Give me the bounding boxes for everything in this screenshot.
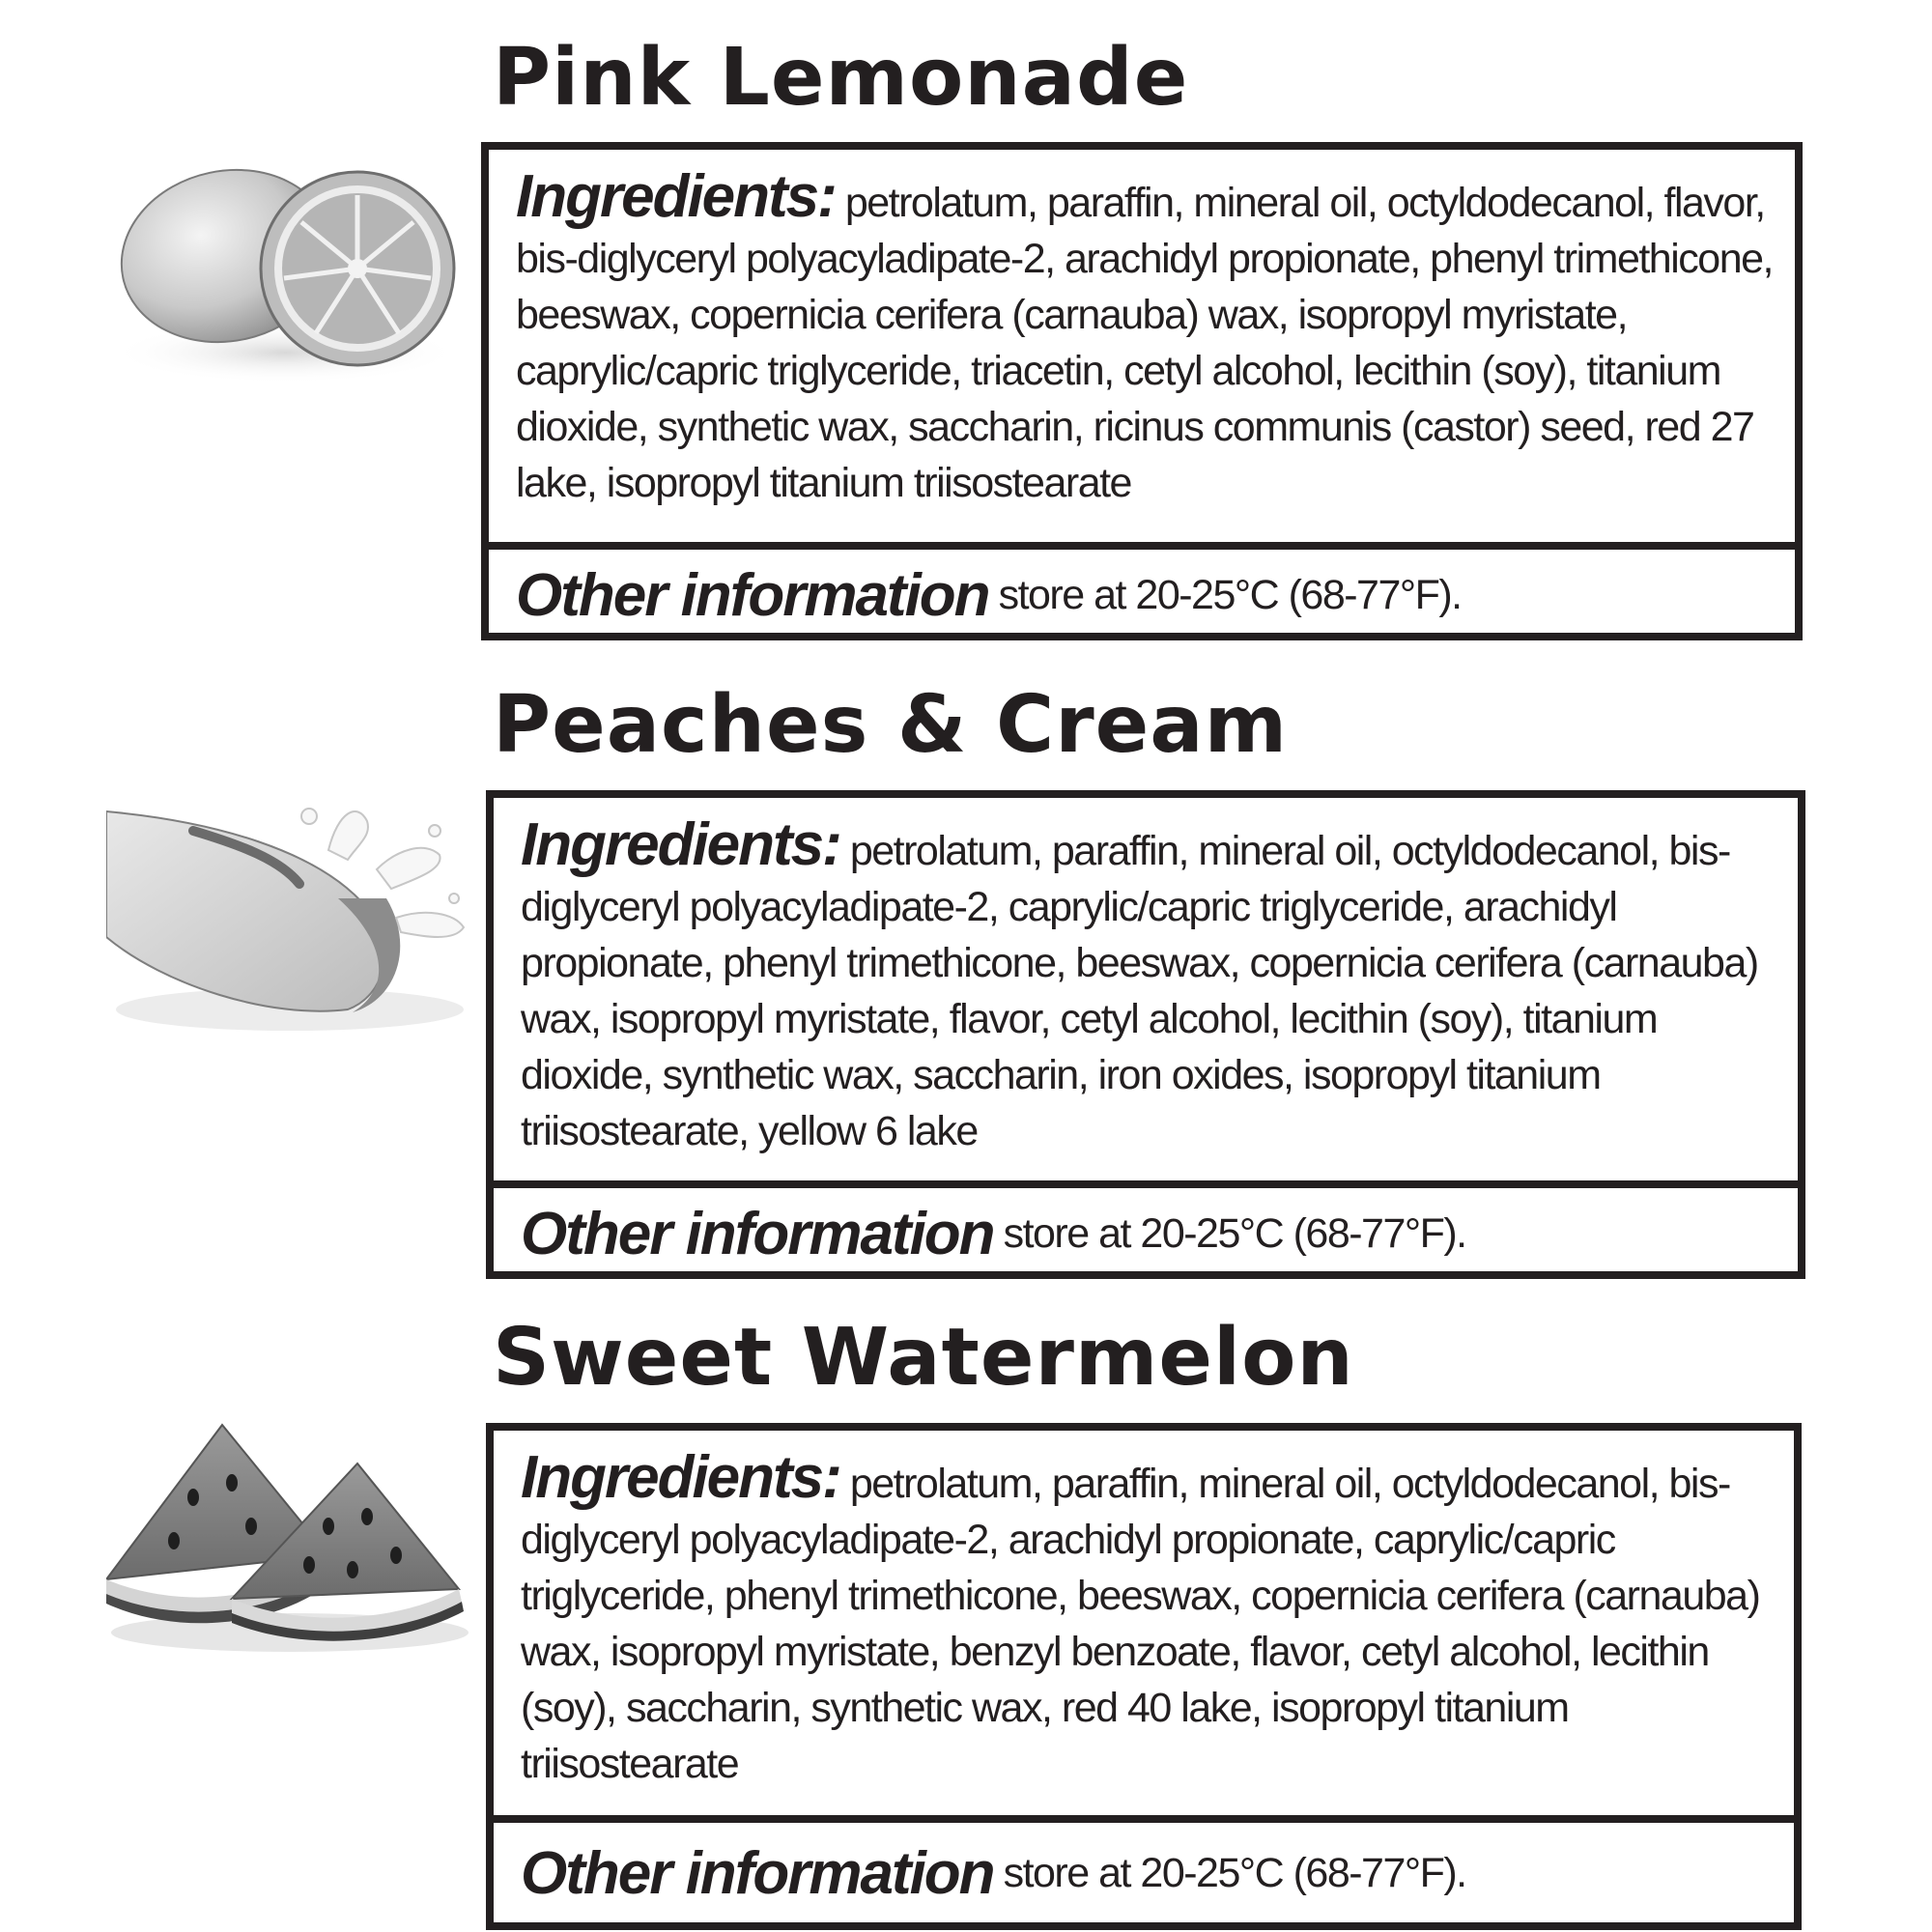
ingredients-section (489, 150, 1795, 550)
other-information-section (494, 1188, 1798, 1279)
other-information-heading: Other information (521, 1200, 994, 1267)
ingredients-heading: Ingredients: (516, 163, 836, 230)
flavor-title-sweet-watermelon: Sweet Watermelon (493, 1312, 1354, 1404)
other-information-text: store at 20-25°C (68-77°F). (998, 571, 1462, 618)
other-information-text: store at 20-25°C (68-77°F). (1003, 1850, 1466, 1896)
ingredients-section (494, 798, 1798, 1188)
peach-slice-icon (106, 792, 473, 1034)
flavor-title-pink-lemonade: Pink Lemonade (493, 32, 1189, 124)
other-information-heading: Other information (516, 561, 989, 629)
label-box-pink-lemonade (481, 142, 1803, 640)
other-information-section (489, 550, 1795, 640)
label-box-sweet-watermelon (486, 1423, 1802, 1930)
other-information-section (494, 1823, 1794, 1924)
lemon-icon (106, 145, 464, 386)
ingredients-heading: Ingredients: (521, 1444, 840, 1511)
watermelon-slices-icon (106, 1410, 473, 1652)
ingredients-text: petrolatum, paraffin, mineral oil, octyldodecanol, bis-diglyceryl polyacyladipate-2, caprylic/capric triglyceride, arachidyl propionate, phenyl trimethicone, beeswax, copernicia cerifera (carnauba) wax, isopropyl myristate, flavor, cetyl alcohol, lecithin (soy), titanium dioxide, synthetic wax, saccharin, iron oxides, isopropyl titanium triisostearate, yellow 6 lake (521, 828, 1758, 1154)
ingredients-text: petrolatum, paraffin, mineral oil, octyldodecanol, bis-diglyceryl polyacyladipate-2, arachidyl propionate, caprylic/capric triglyceride, phenyl trimethicone, beeswax, copernicia cerifera (carnauba) wax, isopropyl myristate, benzyl benzoate, flavor, cetyl alcohol, lecithin (soy), saccharin, synthetic wax, red 40 lake, isopropyl titanium triisostearate (521, 1461, 1760, 1787)
ingredients-section (494, 1431, 1794, 1823)
ingredients-text: petrolatum, paraffin, mineral oil, octyldodecanol, flavor, bis-diglyceryl polyacyladipate-2, arachidyl propionate, phenyl trimethicone, beeswax, copernicia cerifera (carnauba) wax, isopropyl myristate, caprylic/capric triglyceride, triacetin, cetyl alcohol, lecithin (soy), titanium dioxide, synthetic wax, saccharin, ricinus communis (castor) seed, red 27 lake, isopropyl titanium triisostearate (516, 180, 1773, 506)
other-information-heading: Other information (521, 1840, 994, 1907)
other-information-text: store at 20-25°C (68-77°F). (1003, 1209, 1466, 1257)
ingredients-heading: Ingredients: (521, 811, 840, 878)
flavor-title-peaches-cream: Peaches & Cream (493, 679, 1289, 771)
label-box-peaches-cream (486, 790, 1805, 1279)
